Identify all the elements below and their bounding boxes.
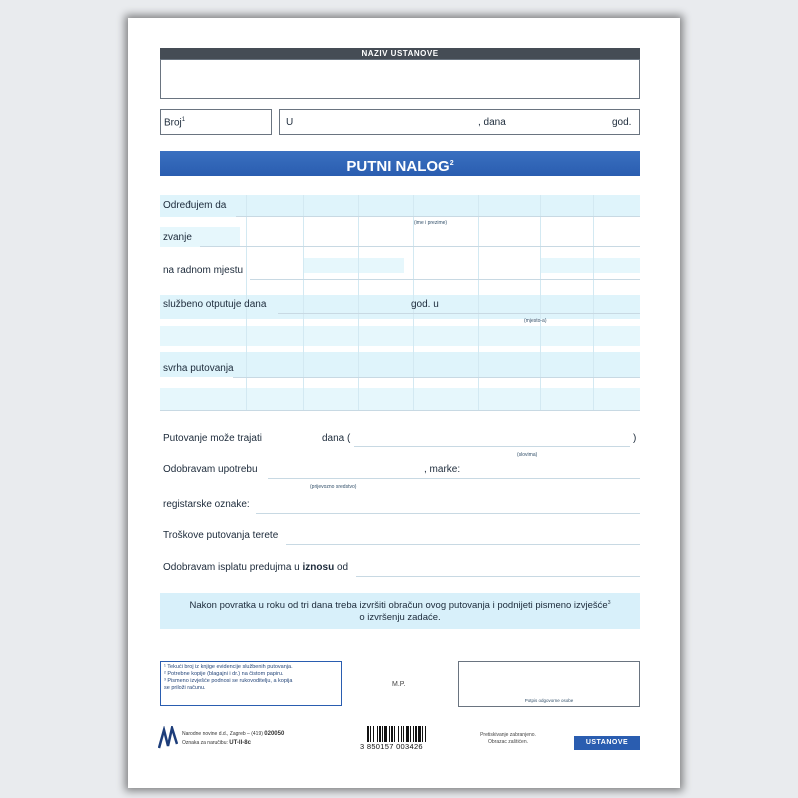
notice-text: Nakon povratka u roku od tri dana treba izvršiti obračun ovog putovanja i podnijeti pismeno izvješće$^3$ o izvršenju zadaće.	[189, 600, 611, 624]
prijevozno-hint: (prijevozno sredstvo)	[310, 484, 357, 490]
registarske-label: registarske oznake:	[163, 499, 250, 510]
tint-band	[160, 326, 640, 346]
signature-caption: Potpis odgovorne osobe	[524, 698, 574, 703]
copyright-note: Pretiskivanje zabranjeno. Obrazac zaštićen.	[480, 732, 536, 745]
footnote-item: ³ Pismeno izvješće podnosi se rukovoditelju, a kopija	[164, 678, 293, 684]
mjesto-hint: (mjesto-a)	[524, 318, 547, 324]
odredujem-label: Određujem da	[163, 200, 227, 211]
upotrebu-label: Odobravam upotrebu	[163, 464, 258, 475]
svrha-line-2[interactable]	[160, 410, 640, 411]
trajati-label: Putovanje može trajati	[163, 433, 262, 444]
footnote-item: ² Potrebne kopije (blagajni i dr.) na čistom papiru.	[164, 671, 284, 677]
zvanje-line[interactable]	[200, 246, 640, 247]
tint-band	[160, 195, 640, 217]
dana-paren-label: dana (	[322, 433, 351, 444]
tint-band	[160, 388, 640, 410]
close-paren-label: )	[633, 433, 637, 444]
registarske-line[interactable]	[256, 513, 640, 514]
naziv-ustanove-field[interactable]	[160, 59, 640, 99]
publisher-logo	[158, 726, 178, 750]
tint-band	[540, 258, 640, 273]
upotrebu-line[interactable]	[268, 478, 640, 479]
document-page	[128, 18, 680, 788]
naziv-ustanove-label: NAZIV USTANOVE	[361, 49, 439, 58]
dana-label: , dana	[478, 117, 506, 128]
trajati-line[interactable]	[354, 446, 630, 447]
publisher-line-2: Oznaka za naručibu: UT-II-8c	[182, 740, 251, 746]
footnotes-box	[160, 661, 342, 706]
svrha-line[interactable]	[233, 377, 640, 378]
god-label: god.	[612, 117, 632, 128]
mp-stamp-label: M.P.	[392, 681, 406, 688]
troskove-label: Troškove putovanja terete	[163, 530, 279, 541]
marke-label: , marke:	[424, 464, 461, 475]
ime-line[interactable]	[236, 216, 640, 217]
otputuje-label: službeno otputuje dana	[163, 299, 267, 310]
svrha-label: svrha putovanja	[163, 363, 234, 374]
otputuje-line[interactable]	[278, 313, 640, 314]
radno-mjesto-line[interactable]	[250, 279, 640, 280]
troskove-line[interactable]	[286, 544, 640, 545]
barcode	[366, 726, 444, 742]
u-label: U	[286, 117, 294, 128]
footnote-item: se priloži računu.	[164, 685, 206, 691]
broj-label: Broj$^1$	[164, 117, 186, 129]
slovima-hint: (slovima)	[517, 452, 538, 458]
isplatu-label: Odobravam isplatu predujma u iznosu od	[163, 562, 349, 573]
radno-mjesto-label: na radnom mjestu	[163, 265, 244, 276]
barcode-number: 3 850157 003426	[360, 742, 423, 751]
ustanove-tag: USTANOVE	[574, 736, 640, 750]
publisher-line-1: Narodne novine d.d., Zagreb – (419) 020050	[182, 731, 285, 737]
document-title: PUTNI NALOG$^2$	[346, 158, 454, 175]
isplatu-line[interactable]	[356, 576, 640, 577]
footnote-item: ¹ Tekući broj iz knjige evidencije službenih putovanja.	[164, 664, 293, 670]
tint-band	[304, 258, 404, 273]
god-u-label: god. u	[411, 299, 439, 310]
ime-hint: (ime i prezime)	[414, 220, 448, 226]
mjesto-datum-field[interactable]	[279, 109, 640, 135]
zvanje-label: zvanje	[163, 232, 192, 243]
